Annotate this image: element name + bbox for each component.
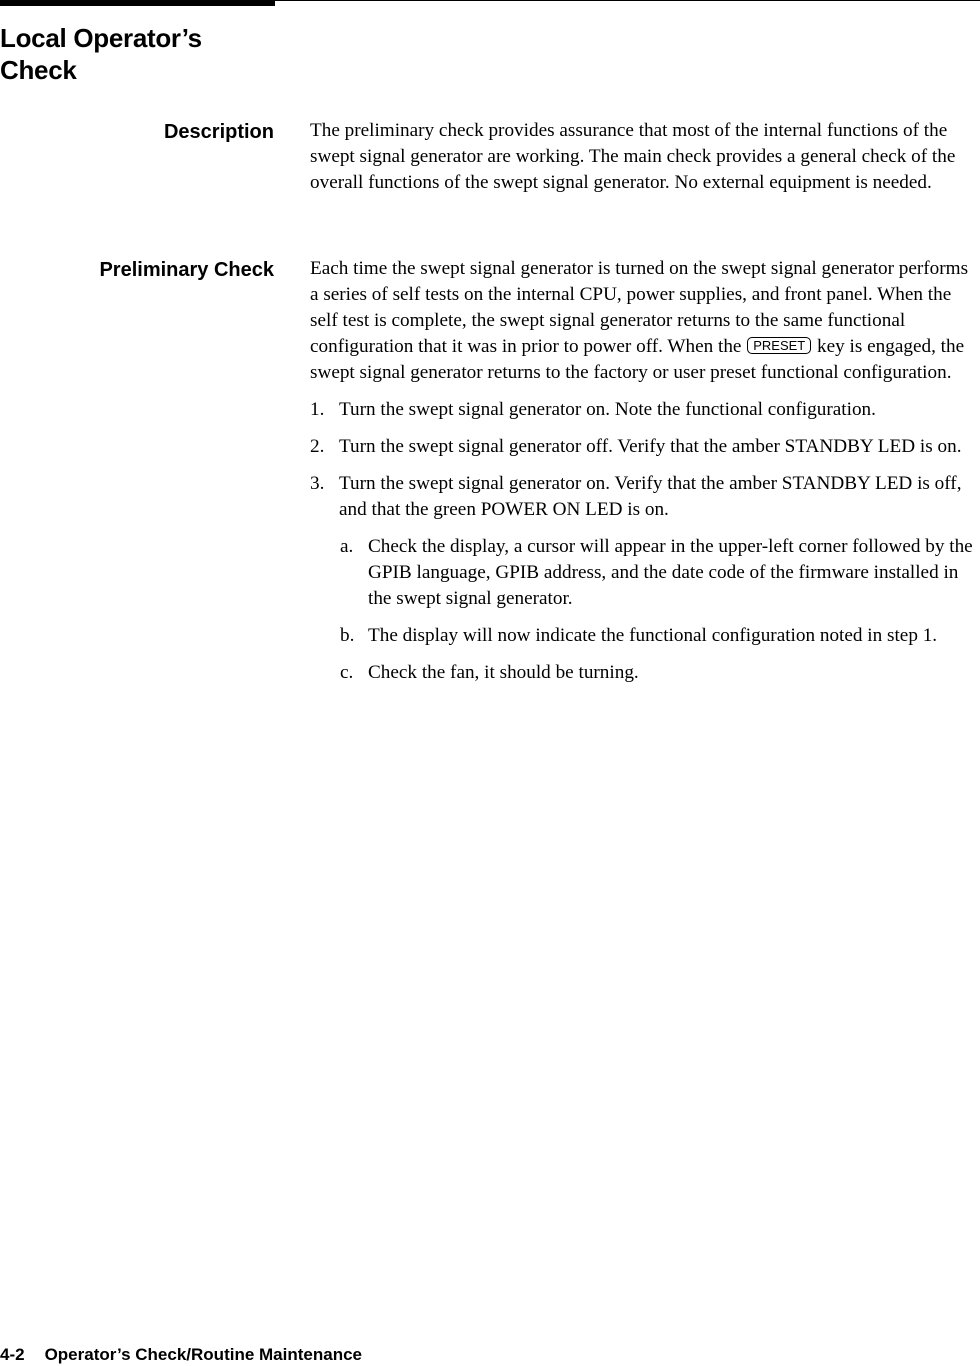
- step-number: 3.: [310, 473, 325, 494]
- step-1: [310, 397, 978, 423]
- substep-text: The display will now indicate the functional configuration noted in step 1.: [368, 625, 938, 646]
- substep-c: [310, 660, 978, 686]
- substep-text: Check the fan, it should be turning.: [368, 662, 639, 683]
- description-heading: Description: [163, 121, 274, 143]
- header-rule-thin: [275, 0, 980, 1]
- preset-key: PRESET: [747, 337, 811, 354]
- substep-b: [310, 623, 978, 649]
- step-text: Turn the swept signal generator on. Verify that the amber STANDBY LED is off, and that the green POWER ON LED is on.: [339, 473, 962, 520]
- step-text: Turn the swept signal generator off. Verify that the amber STANDBY LED is on.: [339, 436, 962, 457]
- chapter-title: [0, 22, 202, 86]
- substep-text: Check the display, a cursor will appear in the upper-left corner followed by the GPIB language, GPIB address, and the date code of the firmware installed in the swept signal generator.: [368, 536, 973, 609]
- header-rule-thick: [0, 0, 275, 6]
- step-3: [310, 471, 978, 523]
- chapter-title-line-1: Local Operator’s: [0, 23, 202, 53]
- substep-a: [310, 534, 978, 612]
- step-2: [310, 434, 978, 460]
- chapter-title-line-2: Check: [0, 55, 77, 85]
- step-number: 2.: [310, 436, 325, 457]
- footer-section-title: Operator’s Check/Routine Maintenance: [44, 1345, 362, 1364]
- substep-letter: a.: [340, 536, 354, 557]
- step-text: Turn the swept signal generator on. Note the functional configuration.: [339, 399, 876, 420]
- preliminary-check-section: [310, 256, 978, 686]
- page-number: 4-2: [0, 1345, 25, 1364]
- substep-letter: b.: [340, 625, 355, 646]
- step-number: 1.: [310, 399, 325, 420]
- preliminary-check-heading: Preliminary Check: [99, 259, 274, 281]
- page-footer: [0, 1344, 362, 1366]
- intro-text-after-key: key is engaged, the swept signal generator returns to the factory or user preset functional configuration.: [310, 336, 965, 383]
- intro-text-before-key: Each time the swept signal generator is turned on the swept signal generator performs a series of self tests on the internal CPU, power supplies, and front panel. When the self test is complete, the swept signal generator returns to the same functional configuration that it was in prior to power off. When the: [310, 258, 969, 357]
- substep-letter: c.: [340, 662, 354, 683]
- description-paragraph: The preliminary check provides assurance that most of the internal functions of the swept signal generator are working. The main check provides a general check of the overall functions of the swept signal generator. No external equipment is needed.: [310, 120, 956, 193]
- description-section: [310, 118, 978, 196]
- preliminary-intro-paragraph: [310, 256, 978, 386]
